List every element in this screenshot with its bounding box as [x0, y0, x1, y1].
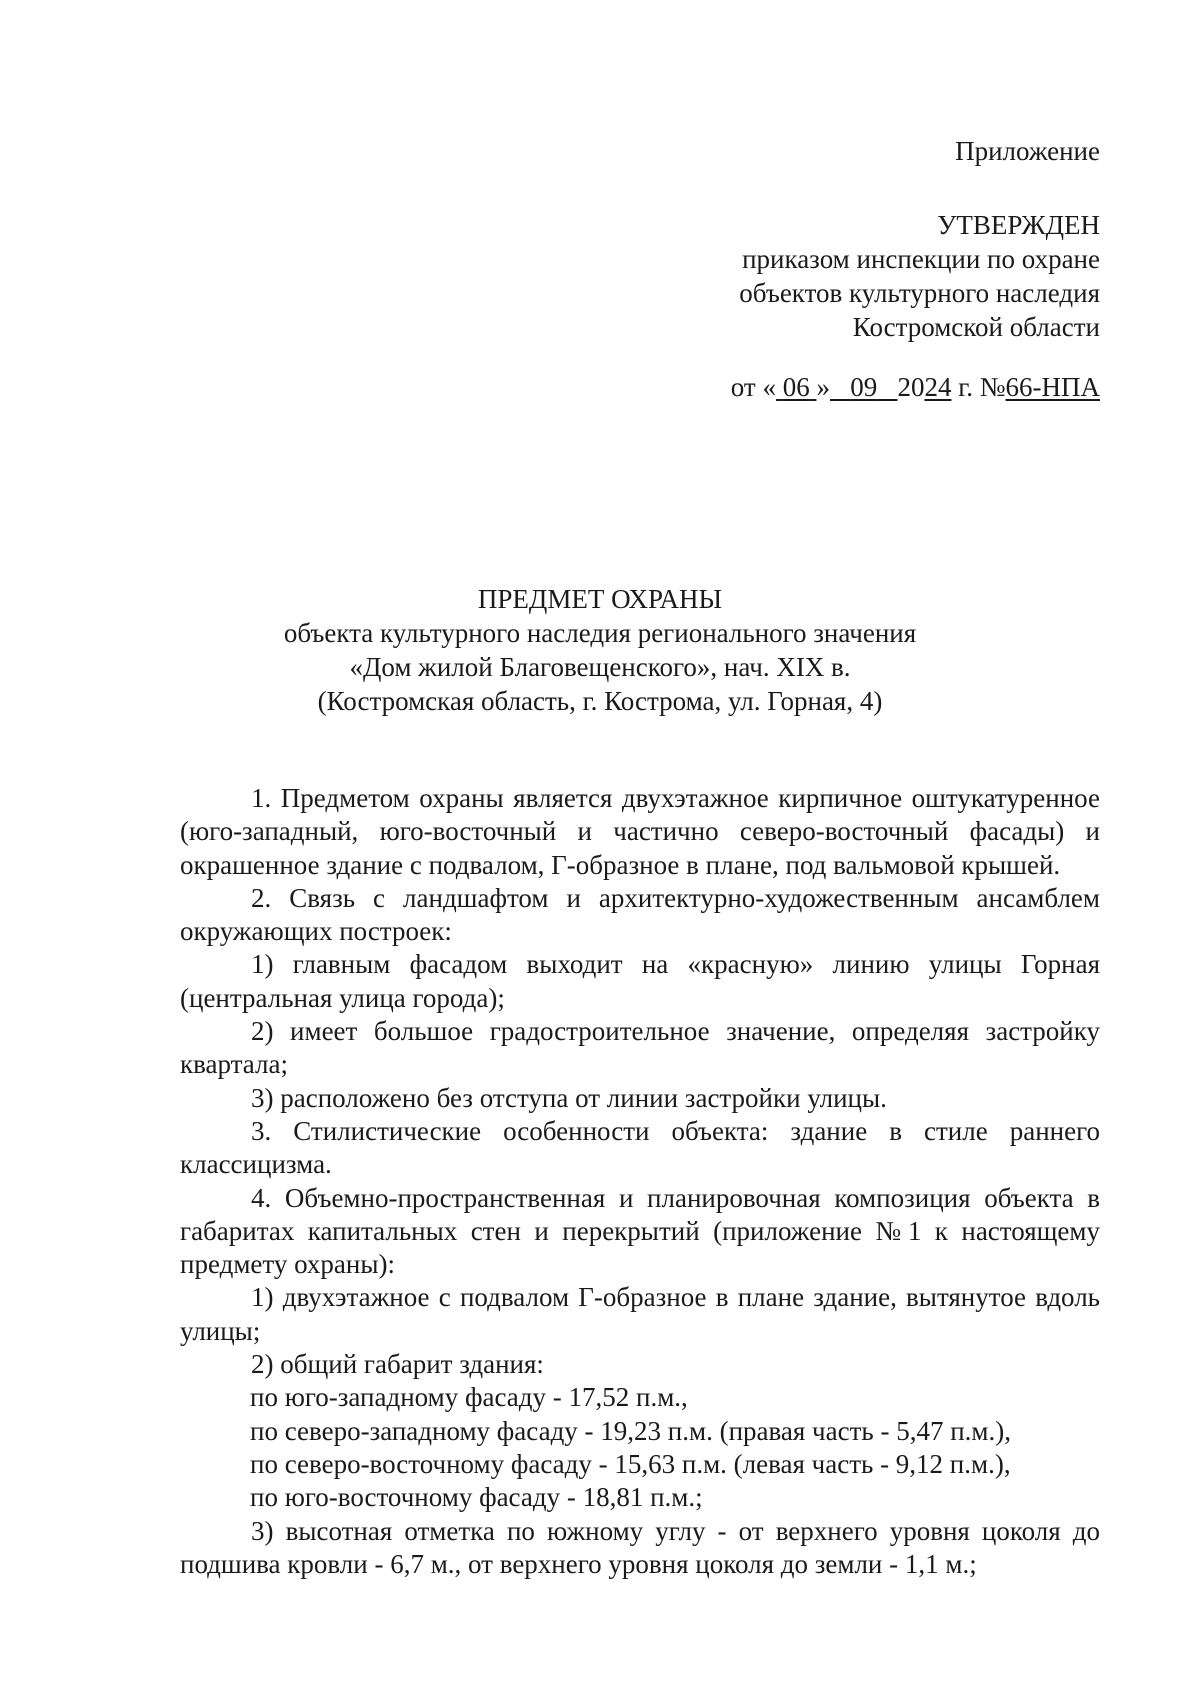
approval-line: объектов культурного наследия — [739, 278, 1100, 308]
title-main: ПРЕДМЕТ ОХРАНЫ — [477, 584, 723, 614]
order-year: 2024 — [897, 372, 952, 402]
paragraph: 2. Связь с ландшафтом и архитектурно-художественным ансамблем окружающих построек: — [180, 882, 1100, 947]
title-subtitle: объекта культурного наследия регионального значения — [283, 618, 917, 648]
order-reference: от « 06 » 09 2024 г. №66-НПА — [730, 372, 1100, 402]
order-number: 66-НПА — [1005, 372, 1100, 402]
order-day: 06 — [782, 372, 810, 402]
dimension-item: по северо-восточному фасаду - 15,63 п.м. (левая часть - 9,12 п.м.), — [250, 1448, 1011, 1479]
list-item: 2) общий габарит здания: — [251, 1349, 544, 1380]
title-subtitle: «Дом жилой Благовещенского», нач. XIX в. — [349, 652, 851, 682]
list-item: 1) главным фасадом выходит на «красную» линию улицы Горная (центральная улица города); — [180, 949, 1100, 1013]
list-item: 3) высотная отметка по южному углу - от верхнего уровня цоколя до подшива кровли - 6,7 м., от верхнего уровня цоколя до земли - 1,1 м.; — [180, 1515, 1100, 1579]
approval-line: Костромской области — [852, 312, 1100, 342]
approval-block — [739, 208, 1100, 344]
title-address: (Костромская область, г. Кострома, ул. Горная, 4) — [317, 686, 883, 716]
document-body — [180, 782, 1100, 1581]
list-item: 1) двухэтажное с подвалом Г-образное в плане здание, вытянутое вдоль улицы; — [180, 1282, 1100, 1346]
document-title — [0, 582, 1200, 718]
list-item: 3) расположено без отступа от линии застройки улицы. — [251, 1082, 887, 1113]
paragraph: 4. Объемно-пространственная и планировочная композиция объекта в габаритах капитальных стен и перекрытий (приложение №1 к настоящему предмету охраны): — [180, 1182, 1100, 1280]
paragraph: 3. Стилистические особенности объекта: здание в стиле раннего классицизма. — [180, 1115, 1100, 1180]
appendix-label: Приложение — [955, 136, 1100, 166]
approved-title: УТВЕРЖДЕН — [937, 210, 1100, 240]
paragraph: 1. Предметом охраны является двухэтажное кирпичное оштукатуренное (юго-западный, юго-восточный и частично северо-восточный фасады) и окрашенное здание с подвалом, Г-образное в плане, под вальмовой крышей. — [180, 783, 1100, 880]
dimension-item: по юго-западному фасаду - 17,52 п.м., — [250, 1382, 688, 1413]
dimension-item: по юго-восточному фасаду - 18,81 п.м.; — [250, 1482, 703, 1513]
order-month: 09 — [850, 372, 878, 402]
dimension-item: по северо-западному фасаду - 19,23 п.м. (правая часть - 5,47 п.м.), — [250, 1415, 1011, 1446]
approval-line: приказом инспекции по охране — [742, 244, 1100, 274]
list-item: 2) имеет большое градостроительное значение, определяя застройку квартала; — [180, 1016, 1100, 1080]
